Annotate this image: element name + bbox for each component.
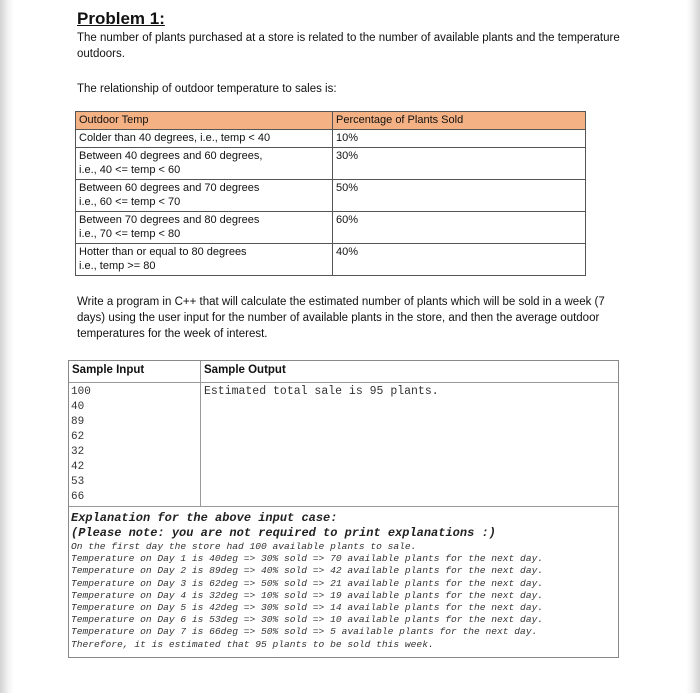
task-paragraph: Write a program in C++ that will calculate the estimated number of plants which will be sold in a week (7 days) using the user input for the number of available plants in the store, and then the average outdoor temperatures for the week of interest. xyxy=(77,296,605,340)
problem-title: Problem 1: xyxy=(77,9,165,28)
explanation-line: Temperature on Day 3 is 62deg => 50% sold => 21 available plants for the next day. xyxy=(71,577,544,589)
percentage-cell: 30% xyxy=(333,148,586,180)
temp-range-cell xyxy=(76,148,333,180)
input-line: 53 xyxy=(71,476,85,488)
input-line: 100 xyxy=(71,386,91,398)
table-row xyxy=(76,130,586,148)
explanation-line: Temperature on Day 5 is 42deg => 30% sold => 14 available plants for the next day. xyxy=(71,602,544,614)
column-divider xyxy=(200,361,201,506)
temp-range-cell xyxy=(76,180,333,212)
percentage-cell: 10% xyxy=(333,130,586,148)
explanation-line: Temperature on Day 6 is 53deg => 30% sold => 10 available plants for the next day. xyxy=(71,614,544,626)
header-outdoor-temp: Outdoor Temp xyxy=(76,112,333,130)
explanation-line: Therefore, it is estimated that 95 plants to be sold this week. xyxy=(71,638,434,650)
input-line: 42 xyxy=(71,461,85,473)
temp-range-line: Between 70 degrees and 80 degrees xyxy=(79,214,260,226)
temp-range-cell xyxy=(76,212,333,244)
percentage-cell: 40% xyxy=(333,244,586,276)
intro-paragraph: The number of plants purchased at a store is related to the number of available plants and the temperature outdoors. xyxy=(77,32,620,60)
explanation-line: Temperature on Day 2 is 89deg => 40% sold => 42 available plants for the next day. xyxy=(71,565,544,577)
temp-range-line: Between 40 degrees and 60 degrees, xyxy=(79,150,263,162)
temperature-sales-table xyxy=(75,111,586,276)
sample-input-header: Sample Input xyxy=(72,364,145,376)
temp-range-condition: i.e., 60 <= temp < 70 xyxy=(79,196,181,208)
explanation-line: Temperature on Day 1 is 40deg => 30% sold => 70 available plants for the next day. xyxy=(71,553,544,565)
table-row xyxy=(76,244,586,276)
table-row xyxy=(76,180,586,212)
relationship-heading: The relationship of outdoor temperature to sales is: xyxy=(77,83,337,95)
io-divider xyxy=(69,506,618,507)
input-line: 32 xyxy=(71,446,85,458)
sample-output-header: Sample Output xyxy=(204,364,286,376)
temp-range-condition: i.e., 40 <= temp < 60 xyxy=(79,164,181,176)
explanation-block xyxy=(71,511,616,651)
page-edge-shadow-left xyxy=(0,0,14,693)
input-line: 40 xyxy=(71,401,85,413)
temp-range-line: Colder than 40 degrees, i.e., temp < 40 xyxy=(79,132,271,144)
temp-range-condition: i.e., temp >= 80 xyxy=(79,260,156,272)
explanation-line: Temperature on Day 7 is 66deg => 50% sold => 5 available plants for the next day. xyxy=(71,626,538,638)
table-row xyxy=(76,212,586,244)
sample-input-values xyxy=(71,385,91,505)
input-line: 62 xyxy=(71,431,85,443)
header-percentage-sold: Percentage of Plants Sold xyxy=(333,112,586,130)
percentage-cell: 50% xyxy=(333,180,586,212)
explanation-line: On the first day the store had 100 available plants to sale. xyxy=(71,541,417,552)
sample-io-box xyxy=(68,360,619,658)
temp-range-cell xyxy=(76,244,333,276)
header-divider xyxy=(69,382,618,383)
explanation-line: Temperature on Day 4 is 32deg => 10% sold => 19 available plants for the next day. xyxy=(71,589,544,601)
temp-range-condition: i.e., 70 <= temp < 80 xyxy=(79,228,181,240)
explanation-note: (Please note: you are not required to print explanations :) xyxy=(71,526,496,540)
temp-range-line: Hotter than or equal to 80 degrees xyxy=(79,246,247,258)
explanation-title: Explanation for the above input case: xyxy=(71,511,338,525)
table-header-row xyxy=(76,112,586,130)
temp-range-line: Between 60 degrees and 70 degrees xyxy=(79,182,260,194)
page-edge-shadow-right xyxy=(686,0,700,693)
sample-output-text: Estimated total sale is 95 plants. xyxy=(204,385,439,398)
percentage-cell: 60% xyxy=(333,212,586,244)
temp-range-cell xyxy=(76,130,333,148)
input-line: 66 xyxy=(71,491,85,503)
table-row xyxy=(76,148,586,180)
input-line: 89 xyxy=(71,416,85,428)
